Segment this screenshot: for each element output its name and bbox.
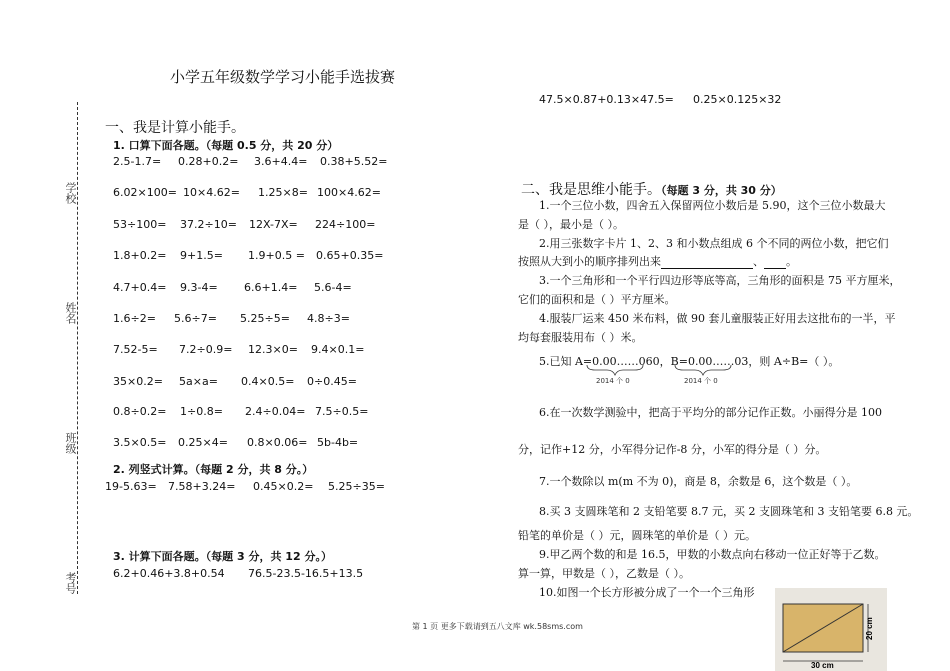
q1-line1: 1.一个三位小数，四舍五入保留两位小数后是 5.90，这个三位小数最大	[539, 199, 886, 212]
oral-calc-item: 1.25×8=	[258, 186, 308, 199]
oral-calc-item: 2.4÷0.04=	[245, 405, 306, 418]
oral-calc-item: 0÷0.45=	[307, 375, 357, 388]
oral-calc-item: 9+1.5=	[180, 249, 223, 262]
q10-fig-width: 30 cm	[811, 661, 834, 670]
q10-fig-height: 20 cm	[865, 617, 874, 640]
q6-line1: 6.在一次数学测验中，把高于平均分的部分记作正数。小丽得分是 100	[539, 406, 882, 419]
q2-line1: 2.用三张数字卡片 1、2、3 和小数点组成 6 个不同的两位小数，把它们	[539, 237, 889, 250]
section2-heading	[521, 179, 782, 199]
oral-calc-item: 6.6+1.4=	[244, 281, 298, 294]
oral-calc-item: 5b-4b=	[317, 436, 359, 449]
vertical-calc-item: 5.25÷35=	[328, 480, 385, 493]
calc-item-1: 6.2+0.46+3.8+0.54	[113, 567, 225, 580]
q2-answer-blank-2[interactable]	[764, 258, 786, 269]
oral-calc-item: 3.5×0.5=	[113, 436, 167, 449]
oral-calc-item: 7.5÷0.5=	[315, 405, 369, 418]
vertical-calc-item: 19-5.63=	[105, 480, 157, 493]
oral-calc-item: 12X-7X=	[249, 218, 298, 231]
q4-line1: 4.服装厂运来 450 米布料，做 90 套儿童服装正好用去这批布的一半，平	[539, 312, 896, 325]
oral-calc-item: 0.38+5.52=	[320, 155, 388, 168]
oral-calc-item: 3.6+4.4=	[254, 155, 308, 168]
binding-dashed-line	[77, 102, 78, 594]
section1-part3: 3. 计算下面各题。（每题 3 分，共 12 分。）	[113, 550, 332, 563]
q1-line2: 是（ ），最小是（ ）。	[518, 218, 624, 231]
section1-part1: 1. 口算下面各题。（每题 0.5 分，共 20 分）	[113, 139, 339, 152]
q10-figure-drawing	[775, 588, 887, 671]
oral-calc-item: 5.25÷5=	[240, 312, 290, 325]
oral-calc-item: 1÷0.8=	[180, 405, 223, 418]
q5-brace-label-1: 2014 个 0	[596, 377, 630, 385]
binding-label-exam-no: 考号	[64, 572, 77, 594]
oral-calc-item: 1.9+0.5 =	[248, 249, 305, 262]
calc-item-2: 76.5-23.5-16.5+13.5	[248, 567, 364, 580]
oral-calc-item: 0.65+0.35=	[316, 249, 384, 262]
oral-calc-item: 0.4×0.5=	[241, 375, 295, 388]
page-footer: 第 1 页 更多下载请到五八文库 wk.58sms.com	[412, 622, 583, 631]
q2-line2	[518, 253, 797, 269]
oral-calc-item: 7.52-5=	[113, 343, 158, 356]
q2-end: 。	[786, 255, 797, 268]
section1-heading: 一、我是计算小能手。	[105, 120, 245, 136]
q2-answer-blank[interactable]	[661, 258, 753, 269]
oral-calc-item: 10×4.62=	[183, 186, 240, 199]
oral-calc-item: 100×4.62=	[317, 186, 381, 199]
oral-calc-item: 4.7+0.4=	[113, 281, 167, 294]
q8-line1: 8.买 3 支圆珠笔和 2 支铅笔要 8.7 元，买 2 支圆珠笔和 3 支铅笔要 6.8 元。	[539, 505, 919, 518]
q5-braces	[585, 364, 755, 376]
vertical-calc-item: 7.58+3.24=	[168, 480, 236, 493]
q2-text: 按照从大到小的顺序排列出来	[518, 255, 661, 268]
oral-calc-item: 9.3-4=	[180, 281, 218, 294]
oral-calc-item: 5.6-4=	[314, 281, 352, 294]
oral-calc-item: 4.8÷3=	[307, 312, 350, 325]
q8-line2: 铅笔的单价是（ ）元，圆珠笔的单价是（ ）元。	[518, 529, 756, 542]
oral-calc-item: 35×0.2=	[113, 375, 163, 388]
q9-line2: 算一算，甲数是（ ），乙数是（ ）。	[518, 567, 690, 580]
vertical-calc-item: 0.45×0.2=	[253, 480, 314, 493]
q10-line: 10.如图一个长方形被分成了一个一个三角形	[539, 586, 755, 599]
oral-calc-item: 12.3×0=	[248, 343, 298, 356]
oral-calc-item: 0.8÷0.2=	[113, 405, 167, 418]
q5-brace-label-2: 2014 个 0	[684, 377, 718, 385]
q7-line: 7.一个数除以 m(m 不为 0)，商是 8，余数是 6，这个数是（ ）。	[539, 475, 858, 488]
oral-calc-item: 0.8×0.06=	[247, 436, 308, 449]
top-expr-2: 0.25×0.125×32	[693, 93, 782, 106]
section2-score: （每题 3 分，共 30 分）	[661, 184, 782, 197]
vertical-calc-row	[105, 480, 405, 494]
oral-calc-item: 0.28+0.2=	[178, 155, 239, 168]
oral-calc-item: 53÷100=	[113, 218, 167, 231]
q6-line2: 分，记作+12 分，小军得分记作-8 分，小军的得分是（ ）分。	[518, 443, 827, 456]
top-expr-1: 47.5×0.87+0.13×47.5=	[539, 93, 674, 106]
q4-line2: 均每套服装用布（ ）米。	[518, 331, 643, 344]
oral-calc-item: 37.2÷10=	[180, 218, 237, 231]
section2-heading-text: 二、我是思维小能手。	[521, 182, 661, 198]
oral-calc-item: 5.6÷7=	[174, 312, 217, 325]
section1-part2: 2. 列竖式计算。（每题 2 分，共 8 分。）	[113, 463, 314, 476]
binding-label-class: 班级	[64, 432, 77, 454]
oral-calc-item: 224÷100=	[315, 218, 376, 231]
q5-line: 5.已知 A=0.00……060，B=0.00……03，则 A÷B=（ ）。	[539, 355, 840, 368]
binding-label-school: 学校	[64, 182, 77, 204]
page-title: 小学五年级数学学习小能手选拔赛	[170, 68, 396, 86]
oral-calc-item: 1.6÷2=	[113, 312, 156, 325]
oral-calc-item: 0.25×4=	[178, 436, 228, 449]
q10-figure	[775, 588, 887, 671]
q2-sep: 、	[753, 255, 764, 268]
oral-calc-item: 7.2÷0.9=	[179, 343, 233, 356]
oral-calc-item: 6.02×100=	[113, 186, 177, 199]
oral-calc-item: 5a×a=	[179, 375, 218, 388]
oral-calc-item: 2.5-1.7=	[113, 155, 162, 168]
binding-label-name: 姓名	[64, 302, 77, 324]
q3-line2: 它们的面积和是（ ）平方厘米。	[518, 293, 676, 306]
q9-line1: 9.甲乙两个数的和是 16.5，甲数的小数点向右移动一位正好等于乙数。	[539, 548, 886, 561]
q3-line1: 3.一个三角形和一个平行四边形等底等高，三角形的面积是 75 平方厘米，	[539, 274, 901, 287]
oral-calc-item: 9.4×0.1=	[311, 343, 365, 356]
oral-calc-item: 1.8+0.2=	[113, 249, 167, 262]
